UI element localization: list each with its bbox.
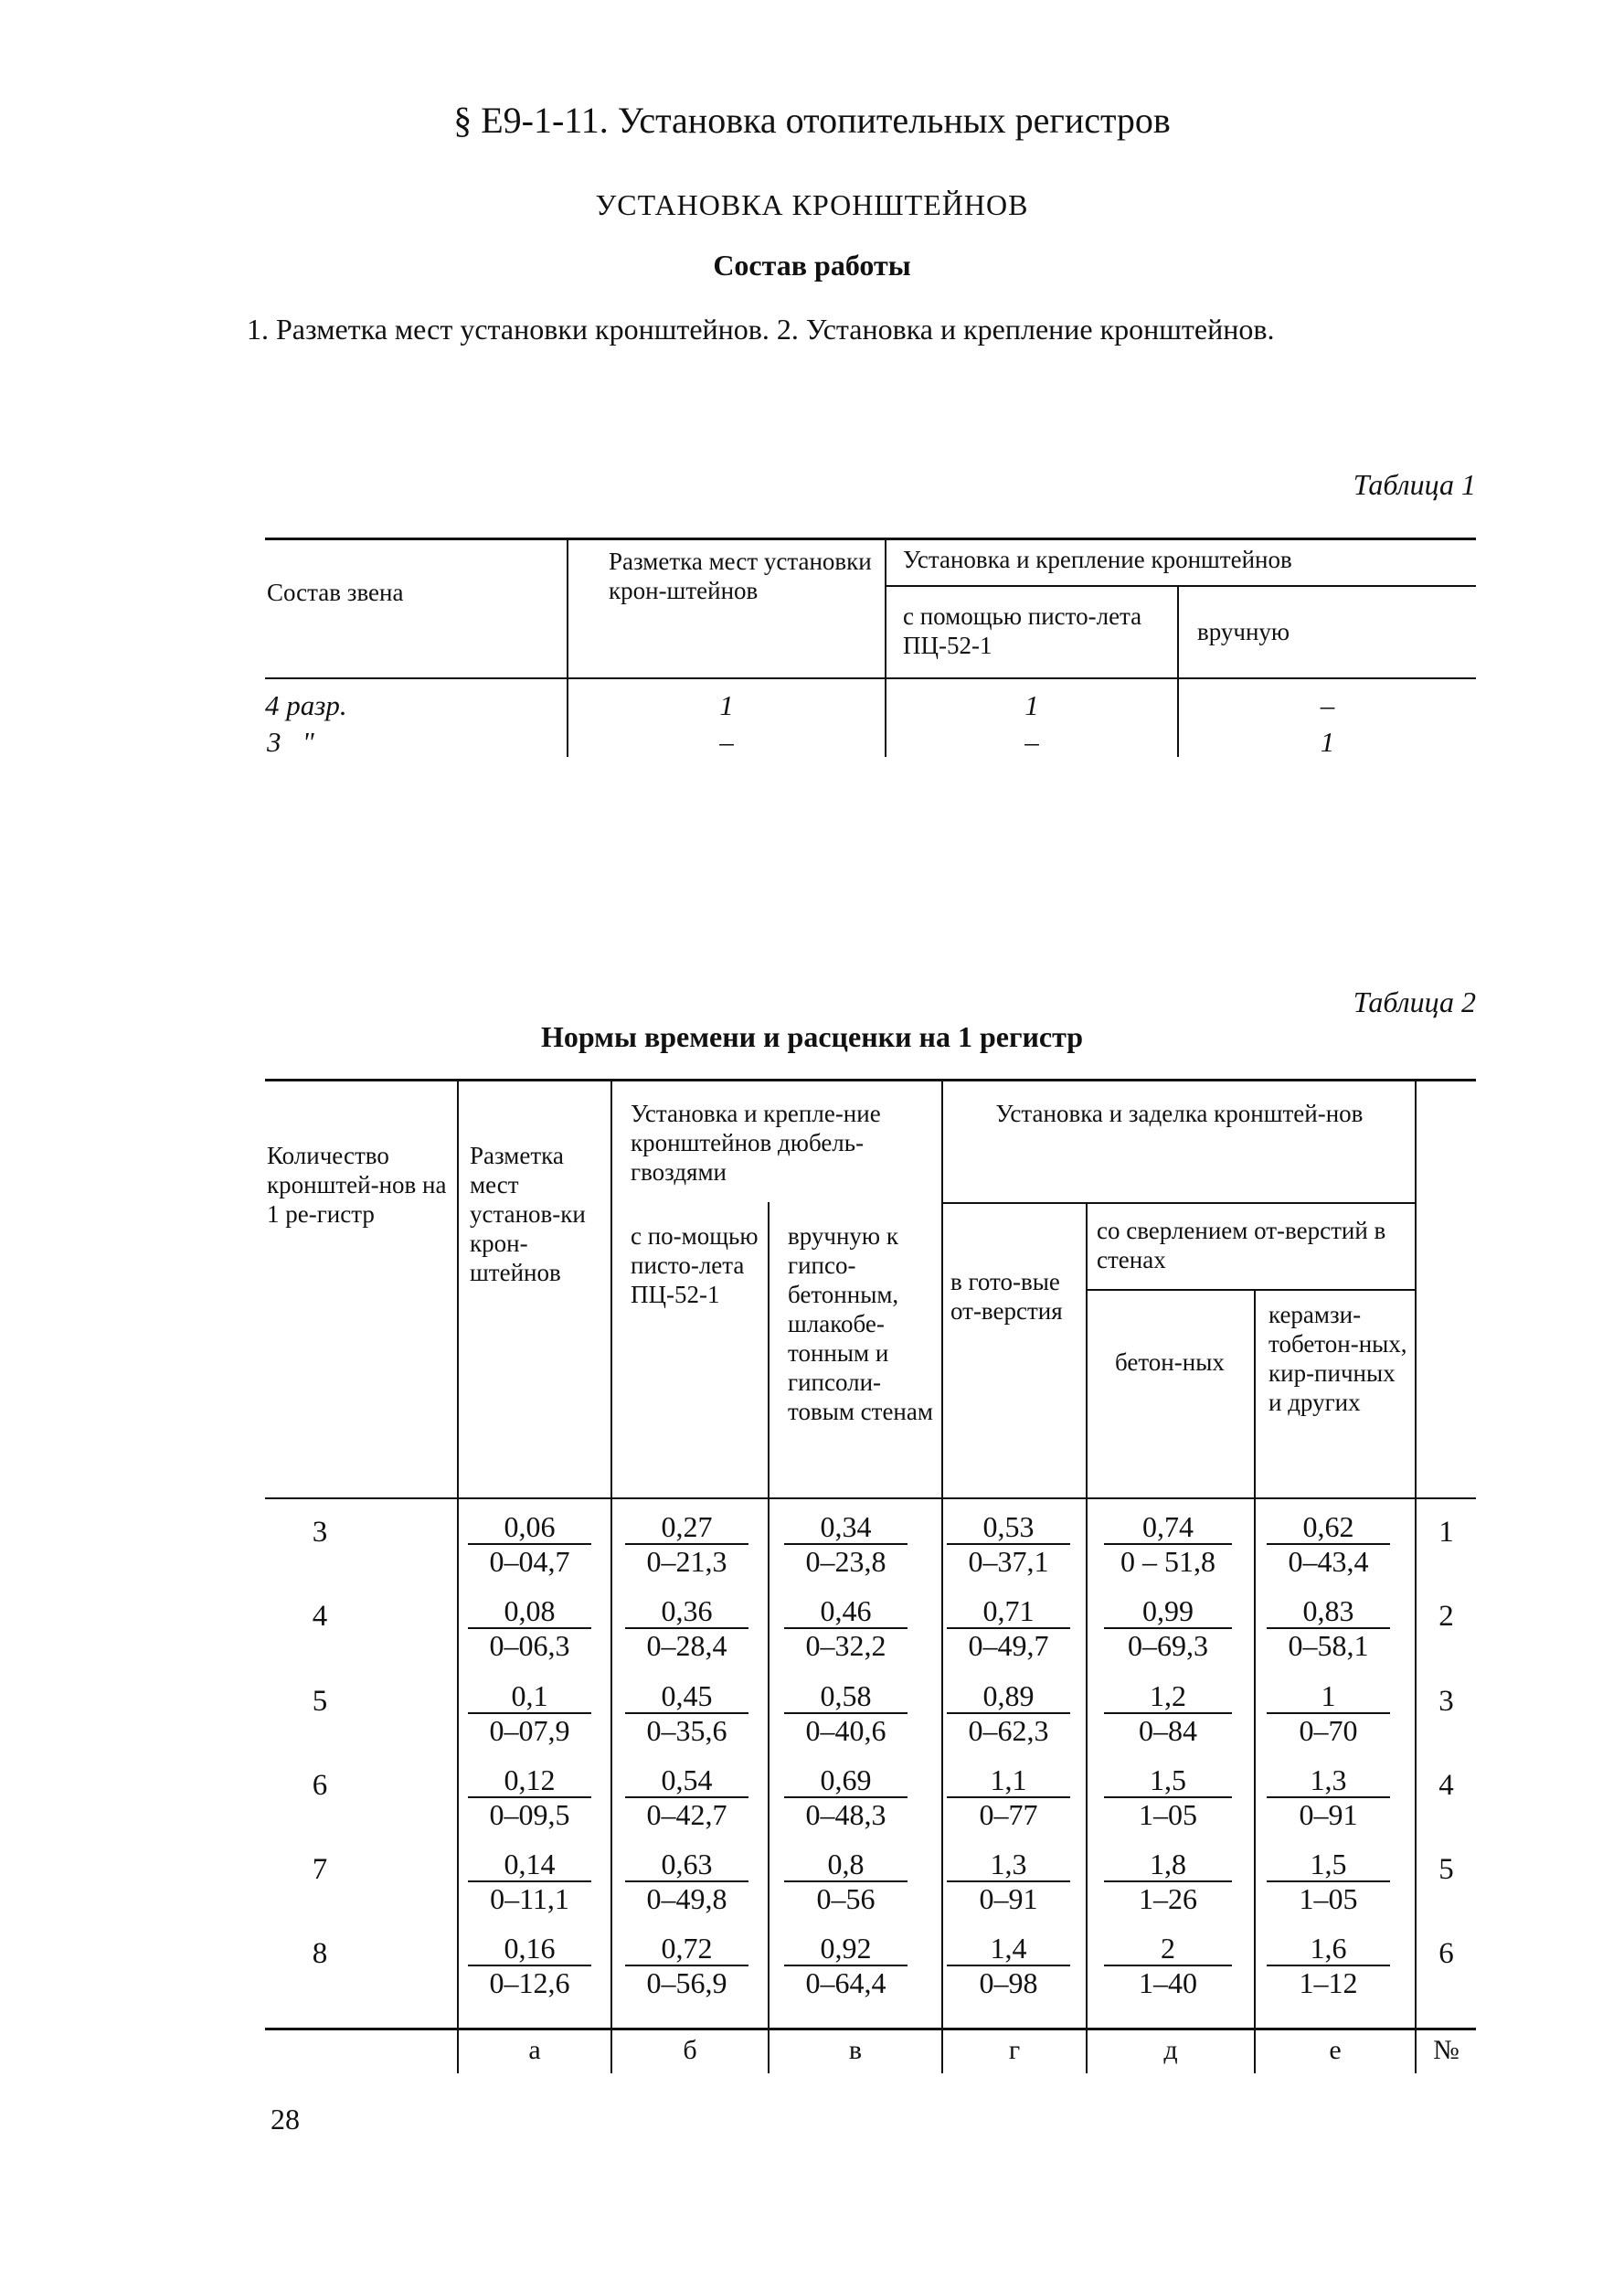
table2-footer-label: д	[1163, 2035, 1178, 2065]
table2-cell	[947, 1510, 1070, 1578]
rate-value: 1–05	[1139, 1798, 1197, 1831]
norm-value: 0,06	[468, 1510, 591, 1545]
rate-value: 0–48,3	[805, 1798, 886, 1831]
norm-value: 0,1	[468, 1679, 591, 1714]
rate-value: 0–12,6	[489, 1966, 570, 1999]
table2-row-qty: 7	[312, 1853, 328, 1886]
norm-value: 0,71	[947, 1594, 1070, 1629]
norm-value: 0,14	[468, 1848, 591, 1882]
table2-cell	[625, 1763, 748, 1831]
table2-cell	[468, 1594, 591, 1662]
rate-value: 0–21,3	[646, 1545, 727, 1578]
table2-cell	[625, 1510, 748, 1578]
table2-header-dowel: Установка и крепле-ние кронштейнов дюбель-гвоздями	[631, 1100, 881, 1186]
table2-cell	[947, 1679, 1070, 1747]
norm-value: 0,72	[625, 1932, 748, 1966]
table1-mid-rule	[885, 585, 1476, 587]
table1-row-pistol: –	[1024, 726, 1039, 758]
table2-row-number: 4	[1438, 1769, 1454, 1802]
norm-value: 0,53	[947, 1510, 1070, 1545]
page-number: 28	[271, 2103, 300, 2136]
table1-top-rule	[265, 538, 1476, 540]
table1-row-crew: 3 "	[267, 726, 314, 758]
norm-value: 0,74	[1104, 1510, 1232, 1545]
rate-value: 1–05	[1299, 1882, 1358, 1915]
rate-value: 0–06,3	[489, 1629, 570, 1662]
rate-value: 0–43,4	[1288, 1545, 1369, 1578]
table1-head-rule	[265, 677, 1476, 679]
norm-value: 0,08	[468, 1594, 591, 1629]
table1-header-manual: вручную	[1197, 618, 1290, 645]
table2-footer-label: б	[683, 2035, 697, 2065]
table2-footer-label: в	[848, 2035, 863, 2065]
table2-vline	[457, 1079, 459, 2073]
norm-value: 0,16	[468, 1932, 591, 1966]
table2-cell	[625, 1932, 748, 1999]
rate-value: 0 – 51,8	[1120, 1545, 1215, 1578]
table1-row-pistol: 1	[1024, 689, 1039, 721]
section-title-text: Установка отопительных регистров	[617, 100, 1171, 141]
table1-header-mount: Установка и крепление кронштейнов	[903, 546, 1292, 573]
table2-cell	[784, 1594, 908, 1662]
norm-value: 1,3	[947, 1848, 1070, 1882]
table2-bottom-rule	[265, 2028, 1476, 2030]
rate-value: 0–91	[1299, 1798, 1358, 1831]
table1-vline-2	[885, 538, 886, 757]
norm-value: 0,27	[625, 1510, 748, 1545]
section-title	[0, 99, 1624, 142]
table1-header-pistol: с помощью писто-лета ПЦ-52-1	[903, 602, 1142, 659]
table2-header-drill: со сверлением от-верстий в стенах	[1097, 1217, 1386, 1273]
norm-value: 0,62	[1267, 1510, 1390, 1545]
norm-value: 1,3	[1267, 1763, 1390, 1798]
table1-row-marking: 1	[719, 689, 734, 721]
table2-header-concrete: бетон-ных	[1115, 1348, 1225, 1376]
table2-header-keramzit: керамзи-тобетон-ных, кир-пичных и других	[1268, 1301, 1407, 1416]
table2-footer-label: а	[528, 2035, 541, 2065]
work-heading: Состав работы	[713, 249, 911, 282]
table2-row-qty: 5	[312, 1685, 328, 1718]
norm-value: 1,6	[1267, 1932, 1390, 1966]
rate-value: 1–12	[1299, 1966, 1358, 1999]
norm-value: 0,45	[625, 1679, 748, 1714]
norm-value: 0,63	[625, 1848, 748, 1882]
table2-cell	[1104, 1510, 1232, 1578]
table2-cell	[784, 1763, 908, 1831]
table1-header-marking: Разметка мест установки крон-штейнов	[609, 548, 872, 604]
norm-value: 1,8	[1104, 1848, 1232, 1882]
table2-cell	[1267, 1510, 1390, 1578]
rate-value: 0–23,8	[805, 1545, 886, 1578]
table2-cell	[1267, 1932, 1390, 1999]
table2-cell	[625, 1848, 748, 1915]
norm-value: 1	[1267, 1679, 1390, 1714]
table2-header-qty: Количество кронштей-нов на 1 ре-гистр	[267, 1142, 447, 1228]
table2-cell	[468, 1848, 591, 1915]
norm-value: 1,1	[947, 1763, 1070, 1798]
table2-footer-label: е	[1329, 2035, 1342, 2065]
table1-row-manual: 1	[1320, 726, 1335, 758]
table2-cell	[784, 1932, 908, 1999]
table2-cell	[625, 1679, 748, 1747]
rate-value: 0–84	[1139, 1714, 1197, 1747]
norm-value: 0,89	[947, 1679, 1070, 1714]
rate-value: 0–42,7	[646, 1798, 727, 1831]
table2-cell	[1267, 1848, 1390, 1915]
rate-value: 0–28,4	[646, 1629, 727, 1662]
table1-row-manual: –	[1320, 689, 1335, 721]
rate-value: 0–69,3	[1128, 1629, 1208, 1662]
table2-row-number: 3	[1438, 1685, 1454, 1718]
norm-value: 0,34	[784, 1510, 908, 1545]
table2-cell	[784, 1679, 908, 1747]
rate-value: 0–77	[979, 1798, 1038, 1831]
norm-value: 1,4	[947, 1932, 1070, 1966]
rate-value: 0–09,5	[489, 1798, 570, 1831]
table2-cell	[1267, 1763, 1390, 1831]
rate-value: 1–26	[1139, 1882, 1197, 1915]
rate-value: 0–64,4	[805, 1966, 886, 1999]
rate-value: 0–35,6	[646, 1714, 727, 1747]
table2-vline	[610, 1079, 612, 2073]
table2-cell	[947, 1763, 1070, 1831]
rate-value: 0–56	[816, 1882, 876, 1915]
norm-value: 1,5	[1267, 1848, 1390, 1882]
rate-value: 0–98	[979, 1966, 1038, 1999]
table2-row-qty: 4	[312, 1600, 328, 1633]
rate-value: 0–11,1	[490, 1882, 569, 1915]
table2-cell	[1267, 1594, 1390, 1662]
table2-heading: Нормы времени и расценки на 1 регистр	[540, 1020, 1084, 1053]
table1-row-crew: 4 разр.	[265, 689, 347, 721]
norm-value: 1,2	[1104, 1679, 1232, 1714]
subtitle: УСТАНОВКА КРОНШТЕЙНОВ	[595, 188, 1029, 221]
table2-vline	[1415, 1079, 1417, 2073]
table2-row-number: 6	[1438, 1937, 1454, 1970]
table2-cell	[784, 1510, 908, 1578]
table2-cell	[1104, 1679, 1232, 1747]
rate-value: 0–56,9	[646, 1966, 727, 1999]
table1-caption: Таблица 1	[1353, 468, 1476, 501]
table2-cell	[1104, 1594, 1232, 1662]
table2-row-qty: 8	[312, 1937, 328, 1970]
table2-cell	[947, 1932, 1070, 1999]
table2-cell	[1267, 1679, 1390, 1747]
table2-caption: Таблица 2	[1353, 985, 1476, 1018]
table2-vline	[1086, 1202, 1088, 2073]
table2-header-manual-walls: вручную к гипсо-бетонным, шлакобе-тонным и гипсоли-товым стенам	[788, 1222, 933, 1425]
table2-row-qty: 6	[312, 1769, 328, 1802]
table2-header-pistol: с по-мощью писто-лета ПЦ-52-1	[631, 1222, 759, 1308]
table2-header-marking: Разметка мест установ-ки крон-штейнов	[470, 1142, 586, 1286]
table2-cell	[468, 1763, 591, 1831]
norm-value: 1,5	[1104, 1763, 1232, 1798]
table2-top-rule	[265, 1079, 1476, 1081]
table2-header-embed: Установка и заделка кронштей-нов	[995, 1100, 1364, 1127]
rate-value: 0–49,8	[646, 1882, 727, 1915]
table2-row-number: 5	[1438, 1853, 1454, 1886]
table2-drill-rule	[1086, 1289, 1417, 1291]
table2-footer-label: №	[1433, 2035, 1459, 2065]
table2-header-ready-holes: в гото-вые от-верстия	[950, 1268, 1063, 1325]
rate-value: 0–58,1	[1288, 1629, 1369, 1662]
rate-value: 0–62,3	[968, 1714, 1049, 1747]
rate-value: 0–04,7	[489, 1545, 570, 1578]
table2-footer-label: г	[1008, 2035, 1021, 2065]
table2-cell	[1104, 1932, 1232, 1999]
table2-cell	[947, 1594, 1070, 1662]
table2-cell	[1104, 1848, 1232, 1915]
norm-value: 0,8	[784, 1848, 908, 1882]
section-number: § Е9-1-11.	[453, 100, 609, 141]
table2-cell	[625, 1594, 748, 1662]
table2-cell	[947, 1848, 1070, 1915]
norm-value: 0,46	[784, 1594, 908, 1629]
table2-row-number: 1	[1438, 1516, 1454, 1549]
table1-row-marking: –	[719, 726, 734, 758]
rate-value: 0–37,1	[968, 1545, 1049, 1578]
norm-value: 0,99	[1104, 1594, 1232, 1629]
rate-value: 0–49,7	[968, 1629, 1049, 1662]
norm-value: 0,36	[625, 1594, 748, 1629]
table2-cell	[468, 1679, 591, 1747]
table2-vline	[941, 1079, 943, 2073]
table2-vline	[768, 1202, 770, 2073]
table2-row-number: 2	[1438, 1600, 1454, 1633]
norm-value: 0,12	[468, 1763, 591, 1798]
table2-cell	[468, 1510, 591, 1578]
rate-value: 0–70	[1299, 1714, 1358, 1747]
table2-cell	[784, 1848, 908, 1915]
table2-cell	[468, 1932, 591, 1999]
norm-value: 0,54	[625, 1763, 748, 1798]
table2-vline	[1254, 1289, 1256, 2073]
norm-value: 0,58	[784, 1679, 908, 1714]
work-text: 1. Разметка мест установки кронштейнов. 2. Установка и крепление кронштейнов.	[247, 313, 1275, 346]
table2-head-rule	[265, 1497, 1476, 1499]
table2-cell	[1104, 1763, 1232, 1831]
norm-value: 0,69	[784, 1763, 908, 1798]
norm-value: 0,92	[784, 1932, 908, 1966]
norm-value: 0,83	[1267, 1594, 1390, 1629]
table1-header-crew: Состав звена	[267, 579, 404, 606]
rate-value: 0–40,6	[805, 1714, 886, 1747]
rate-value: 0–32,2	[805, 1629, 886, 1662]
table1-vline-1	[567, 538, 568, 757]
rate-value: 1–40	[1139, 1966, 1197, 1999]
norm-value: 2	[1104, 1932, 1232, 1966]
rate-value: 0–07,9	[489, 1714, 570, 1747]
rate-value: 0–91	[979, 1882, 1038, 1915]
table2-embed-rule	[941, 1202, 1417, 1204]
table2-row-qty: 3	[312, 1516, 328, 1549]
